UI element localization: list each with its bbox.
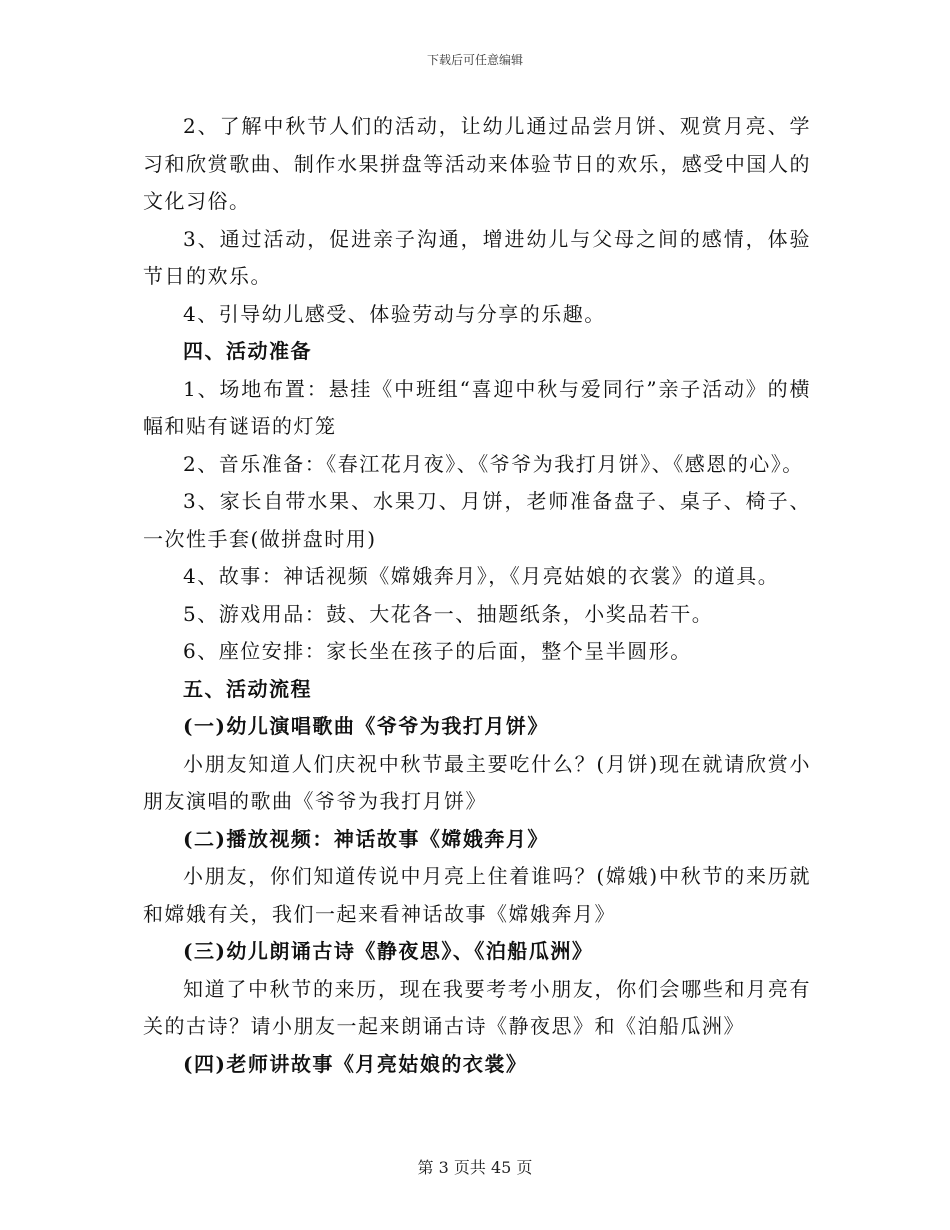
paragraph-prep-4: 4、故事：神话视频《嫦娥奔月》，《月亮姑娘的衣裳》的道具。 [183, 564, 780, 588]
subheading-step-3: (三)幼儿朗诵古诗《静夜思》、《泊船瓜洲》 [183, 939, 594, 963]
section-heading-preparation: 四、活动准备 [183, 339, 312, 363]
paragraph-goal-2: 2、了解中秋节人们的活动，让幼儿通过品尝月饼、观赏月亮、学习和欣赏歌曲、制作水果拼盘等活动来体验节日的欢乐，感受中国人的文化习俗。 [143, 114, 811, 213]
subheading-step-2: (二)播放视频：神话故事《嫦娥奔月》 [183, 826, 549, 851]
subheading-step-4: (四)老师讲故事《月亮姑娘的衣裳》 [183, 1051, 528, 1076]
paragraph-prep-2: 2、音乐准备：《春江花月夜》、《爷爷为我打月饼》、《感恩的心》。 [183, 451, 804, 476]
paragraph-prep-1: 1、场地布置：悬挂《中班组“喜迎中秋与爱同行”亲子活动》的横幅和贴有谜语的灯笼 [143, 376, 811, 438]
page-footer: 第 3 页共 45 页 [417, 1158, 533, 1177]
paragraph-step-3: 知道了中秋节的来历，现在我要考考小朋友，你们会哪些和月亮有关的古诗？请小朋友一起来朗诵古诗《静夜思》和《泊船瓜洲》 [143, 976, 811, 1038]
paragraph-goal-3: 3、通过活动，促进亲子沟通，增进幼儿与父母之间的感情，体验节日的欢乐。 [143, 226, 811, 288]
paragraph-prep-5: 5、游戏用品：鼓、大花各一、抽题纸条，小奖品若干。 [183, 601, 714, 626]
paragraph-goal-4: 4、引导幼儿感受、体验劳动与分享的乐趣。 [183, 301, 606, 326]
page-header: 下载后可任意编辑 [426, 53, 523, 67]
paragraph-prep-3: 3、家长自带水果、水果刀、月饼，老师准备盘子、桌子、椅子、一次性手套(做拼盘时用) [143, 489, 811, 551]
section-heading-process: 五、活动流程 [183, 676, 312, 701]
document-body [143, 108, 811, 1083]
subheading-step-1: (一)幼儿演唱歌曲《爷爷为我打月饼》 [183, 714, 549, 738]
paragraph-prep-6: 6、座位安排：家长坐在孩子的后面，整个呈半圆形。 [183, 639, 692, 663]
paragraph-step-2: 小朋友，你们知道传说中月亮上住着谁吗？(嫦娥)中秋节的来历就和嫦娥有关，我们一起来看神话故事《嫦娥奔月》 [143, 864, 811, 926]
paragraph-step-1: 小朋友知道人们庆祝中秋节最主要吃什么？(月饼)现在就请欣赏小朋友演唱的歌曲《爷爷为我打月饼》 [143, 751, 811, 813]
